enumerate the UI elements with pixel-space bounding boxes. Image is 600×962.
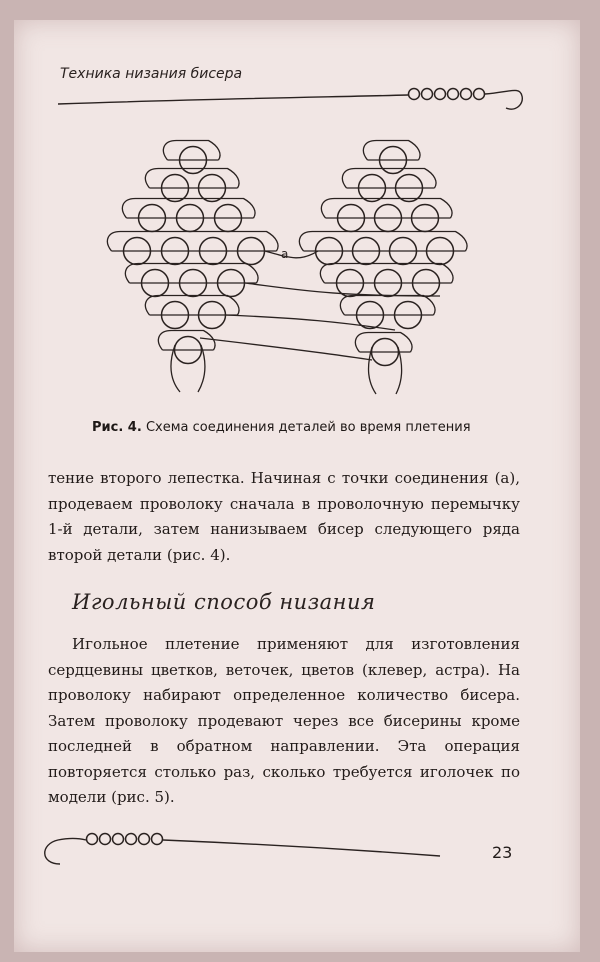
wire-loop (265, 251, 318, 258)
connection-point-label: а (281, 247, 289, 261)
page-number: 23 (492, 843, 513, 862)
wire-loop (299, 231, 467, 251)
wire-loop (200, 338, 372, 360)
wire-loop (171, 345, 180, 392)
wire-loop (363, 140, 420, 160)
wire-loop (163, 140, 220, 160)
paragraph-needle-technique: Игольное плетение применяют для изготовления сердцевины цветков, веточек, цветов (клевер, астра). На проволоку набирают определенное количество бисера. Затем проволоку продевают через все бисерины кроме последней в обратном направлении. Эта операция повторяется столько раз, сколько требуется иголочек по модели (рис. 5). (48, 635, 520, 806)
section-heading: Игольный способ низания (72, 590, 376, 614)
wire-loop (107, 231, 278, 251)
footer-bead-ornament (0, 820, 600, 910)
figure-caption-number: Рис. 4. (92, 420, 142, 435)
figure-caption-text: Схема соединения деталей во время плетения (145, 420, 471, 435)
bead-scheme-figure (0, 0, 600, 420)
running-title: Техника низания бисера (60, 66, 243, 82)
wire-loop (355, 332, 412, 352)
figure-caption (92, 420, 512, 435)
wire-loop (158, 330, 215, 350)
paragraph-continuation: тение второго лепестка. Начиная с точки соединения (а), продеваем проволоку сначала в проволочную перемычку 1-й детали, затем нанизываем бисер следующего ряда второй детали (рис. 4). (48, 469, 520, 564)
